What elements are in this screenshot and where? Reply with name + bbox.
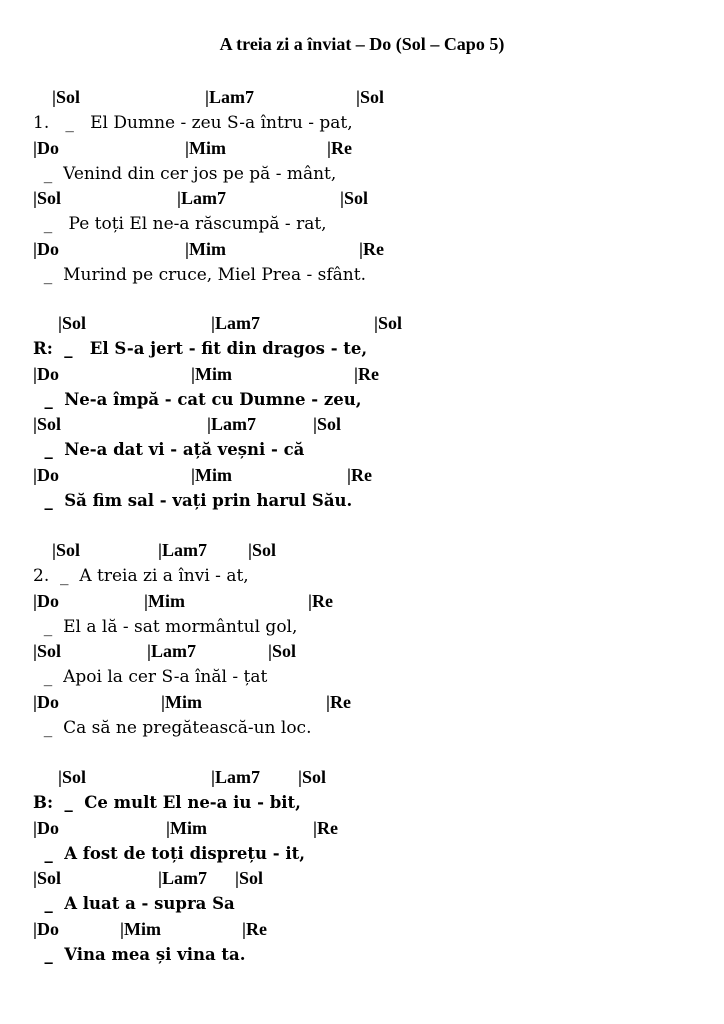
chord-line bbox=[0, 640, 724, 665]
lyric-text: 1. _ El Dumne - zeu S-a întru - pat, bbox=[33, 113, 353, 134]
lyric-text: R: _ El S-a jert - fit din dragos - te, bbox=[33, 339, 368, 359]
lyric-line bbox=[0, 943, 724, 968]
chord: |Lam7 bbox=[205, 87, 254, 107]
chord: |Do bbox=[33, 817, 59, 838]
chord-line bbox=[0, 766, 724, 791]
chord: |Sol bbox=[248, 540, 276, 560]
chord: |Re bbox=[354, 363, 379, 384]
chord: |Mim bbox=[191, 464, 232, 485]
lyric-line bbox=[0, 162, 724, 187]
chord: |Sol bbox=[33, 188, 61, 209]
chord: |Do bbox=[33, 137, 59, 158]
chord: |Lam7 bbox=[211, 313, 260, 333]
chord-line bbox=[0, 363, 724, 388]
lyric-line bbox=[0, 716, 724, 741]
refrain bbox=[0, 312, 724, 514]
chord: |Mim bbox=[166, 817, 207, 838]
lyric-line bbox=[0, 212, 724, 237]
bridge bbox=[0, 766, 724, 968]
chord: |Sol bbox=[33, 414, 61, 435]
lyric-text: _ Murind pe cruce, Miel Prea - sfânt. bbox=[33, 265, 366, 286]
chord-line bbox=[0, 187, 724, 212]
song-title: A treia zi a înviat – Do (Sol – Capo 5) bbox=[219, 34, 505, 54]
chord-line bbox=[0, 867, 724, 892]
chord: |Do bbox=[33, 691, 59, 712]
verse-2 bbox=[0, 539, 724, 741]
chord-line bbox=[0, 413, 724, 438]
chord: |Re bbox=[359, 238, 384, 259]
chord: |Sol bbox=[235, 868, 263, 889]
lyric-line bbox=[0, 665, 724, 690]
verse-1 bbox=[0, 86, 724, 288]
chord: |Mim bbox=[185, 137, 226, 158]
chord: |Lam7 bbox=[207, 414, 256, 435]
chord: |Sol bbox=[298, 767, 326, 787]
chord: |Sol bbox=[33, 868, 61, 889]
chord: |Sol bbox=[58, 767, 86, 787]
lyric-text: _ Apoi la cer S-a înăl - țat bbox=[33, 667, 268, 688]
chord: |Mim bbox=[161, 691, 202, 712]
lyric-line bbox=[0, 489, 724, 514]
chord-line bbox=[0, 238, 724, 263]
chord: |Do bbox=[33, 464, 59, 485]
chord-line bbox=[0, 817, 724, 842]
chord: |Mim bbox=[191, 363, 232, 384]
chord: |Sol bbox=[356, 87, 384, 107]
lyric-line bbox=[0, 892, 724, 917]
chord: |Mim bbox=[120, 918, 161, 939]
chord: |Do bbox=[33, 590, 59, 611]
lyric-text: _ Venind din cer jos pe pă - mânt, bbox=[33, 163, 337, 184]
chord: |Do bbox=[33, 918, 59, 939]
lyric-text: _ A luat a - supra Sa bbox=[33, 894, 235, 914]
chord: |Re bbox=[327, 137, 352, 158]
lyric-line bbox=[0, 263, 724, 288]
lyric-line bbox=[0, 564, 724, 589]
chord-line bbox=[0, 691, 724, 716]
lyric-text: _ Pe toți El ne-a răscumpă - rat, bbox=[33, 214, 327, 235]
lyric-line bbox=[0, 388, 724, 413]
lyric-line bbox=[0, 842, 724, 867]
chord: |Lam7 bbox=[211, 767, 260, 787]
lyric-text: _ Ne-a dat vi - ață veșni - că bbox=[33, 440, 305, 460]
lyric-text: _ Ca să ne pregătească-un loc. bbox=[33, 718, 312, 739]
lyric-line bbox=[0, 615, 724, 640]
chord: |Sol bbox=[58, 313, 86, 333]
chord-line bbox=[0, 137, 724, 162]
lyric-text: B: _ Ce mult El ne-a iu - bit, bbox=[33, 793, 301, 813]
lyric-text: _ Vina mea și vina ta. bbox=[33, 945, 246, 965]
chord: |Sol bbox=[52, 87, 80, 107]
chord-line bbox=[0, 464, 724, 489]
lyric-text: _ Ne-a împă - cat cu Dumne - zeu, bbox=[33, 389, 362, 409]
lyric-text: _ Să fim sal - vați prin harul Său. bbox=[33, 491, 353, 511]
chord-line bbox=[0, 86, 724, 111]
lyric-text: _ El a lă - sat mormântul gol, bbox=[33, 616, 298, 637]
lyric-text: _ A fost de toți disprețu - it, bbox=[33, 843, 305, 863]
chord-line bbox=[0, 918, 724, 943]
chord: |Sol bbox=[313, 414, 341, 435]
chord: |Re bbox=[347, 464, 372, 485]
chord: |Re bbox=[308, 590, 333, 611]
chord: |Sol bbox=[33, 641, 61, 662]
lyric-text: 2. _ A treia zi a învi - at, bbox=[33, 566, 249, 587]
chord: |Lam7 bbox=[158, 868, 207, 889]
chord: |Lam7 bbox=[158, 540, 207, 560]
chord: |Mim bbox=[144, 590, 185, 611]
chord: |Sol bbox=[374, 313, 402, 333]
chord: |Mim bbox=[185, 238, 226, 259]
chord-line bbox=[0, 590, 724, 615]
lyric-line bbox=[0, 791, 724, 816]
chord: |Re bbox=[313, 817, 338, 838]
chord-line bbox=[0, 312, 724, 337]
chord: |Sol bbox=[340, 188, 368, 209]
chord: |Do bbox=[33, 238, 59, 259]
chord: |Lam7 bbox=[177, 188, 226, 209]
lyric-line bbox=[0, 111, 724, 136]
chord: |Sol bbox=[52, 540, 80, 560]
chord-line bbox=[0, 539, 724, 564]
chord: |Sol bbox=[268, 641, 296, 662]
lyric-line bbox=[0, 438, 724, 463]
chord: |Do bbox=[33, 363, 59, 384]
chord: |Lam7 bbox=[147, 641, 196, 662]
lyric-line bbox=[0, 337, 724, 362]
chord: |Re bbox=[242, 918, 267, 939]
chord: |Re bbox=[326, 691, 351, 712]
